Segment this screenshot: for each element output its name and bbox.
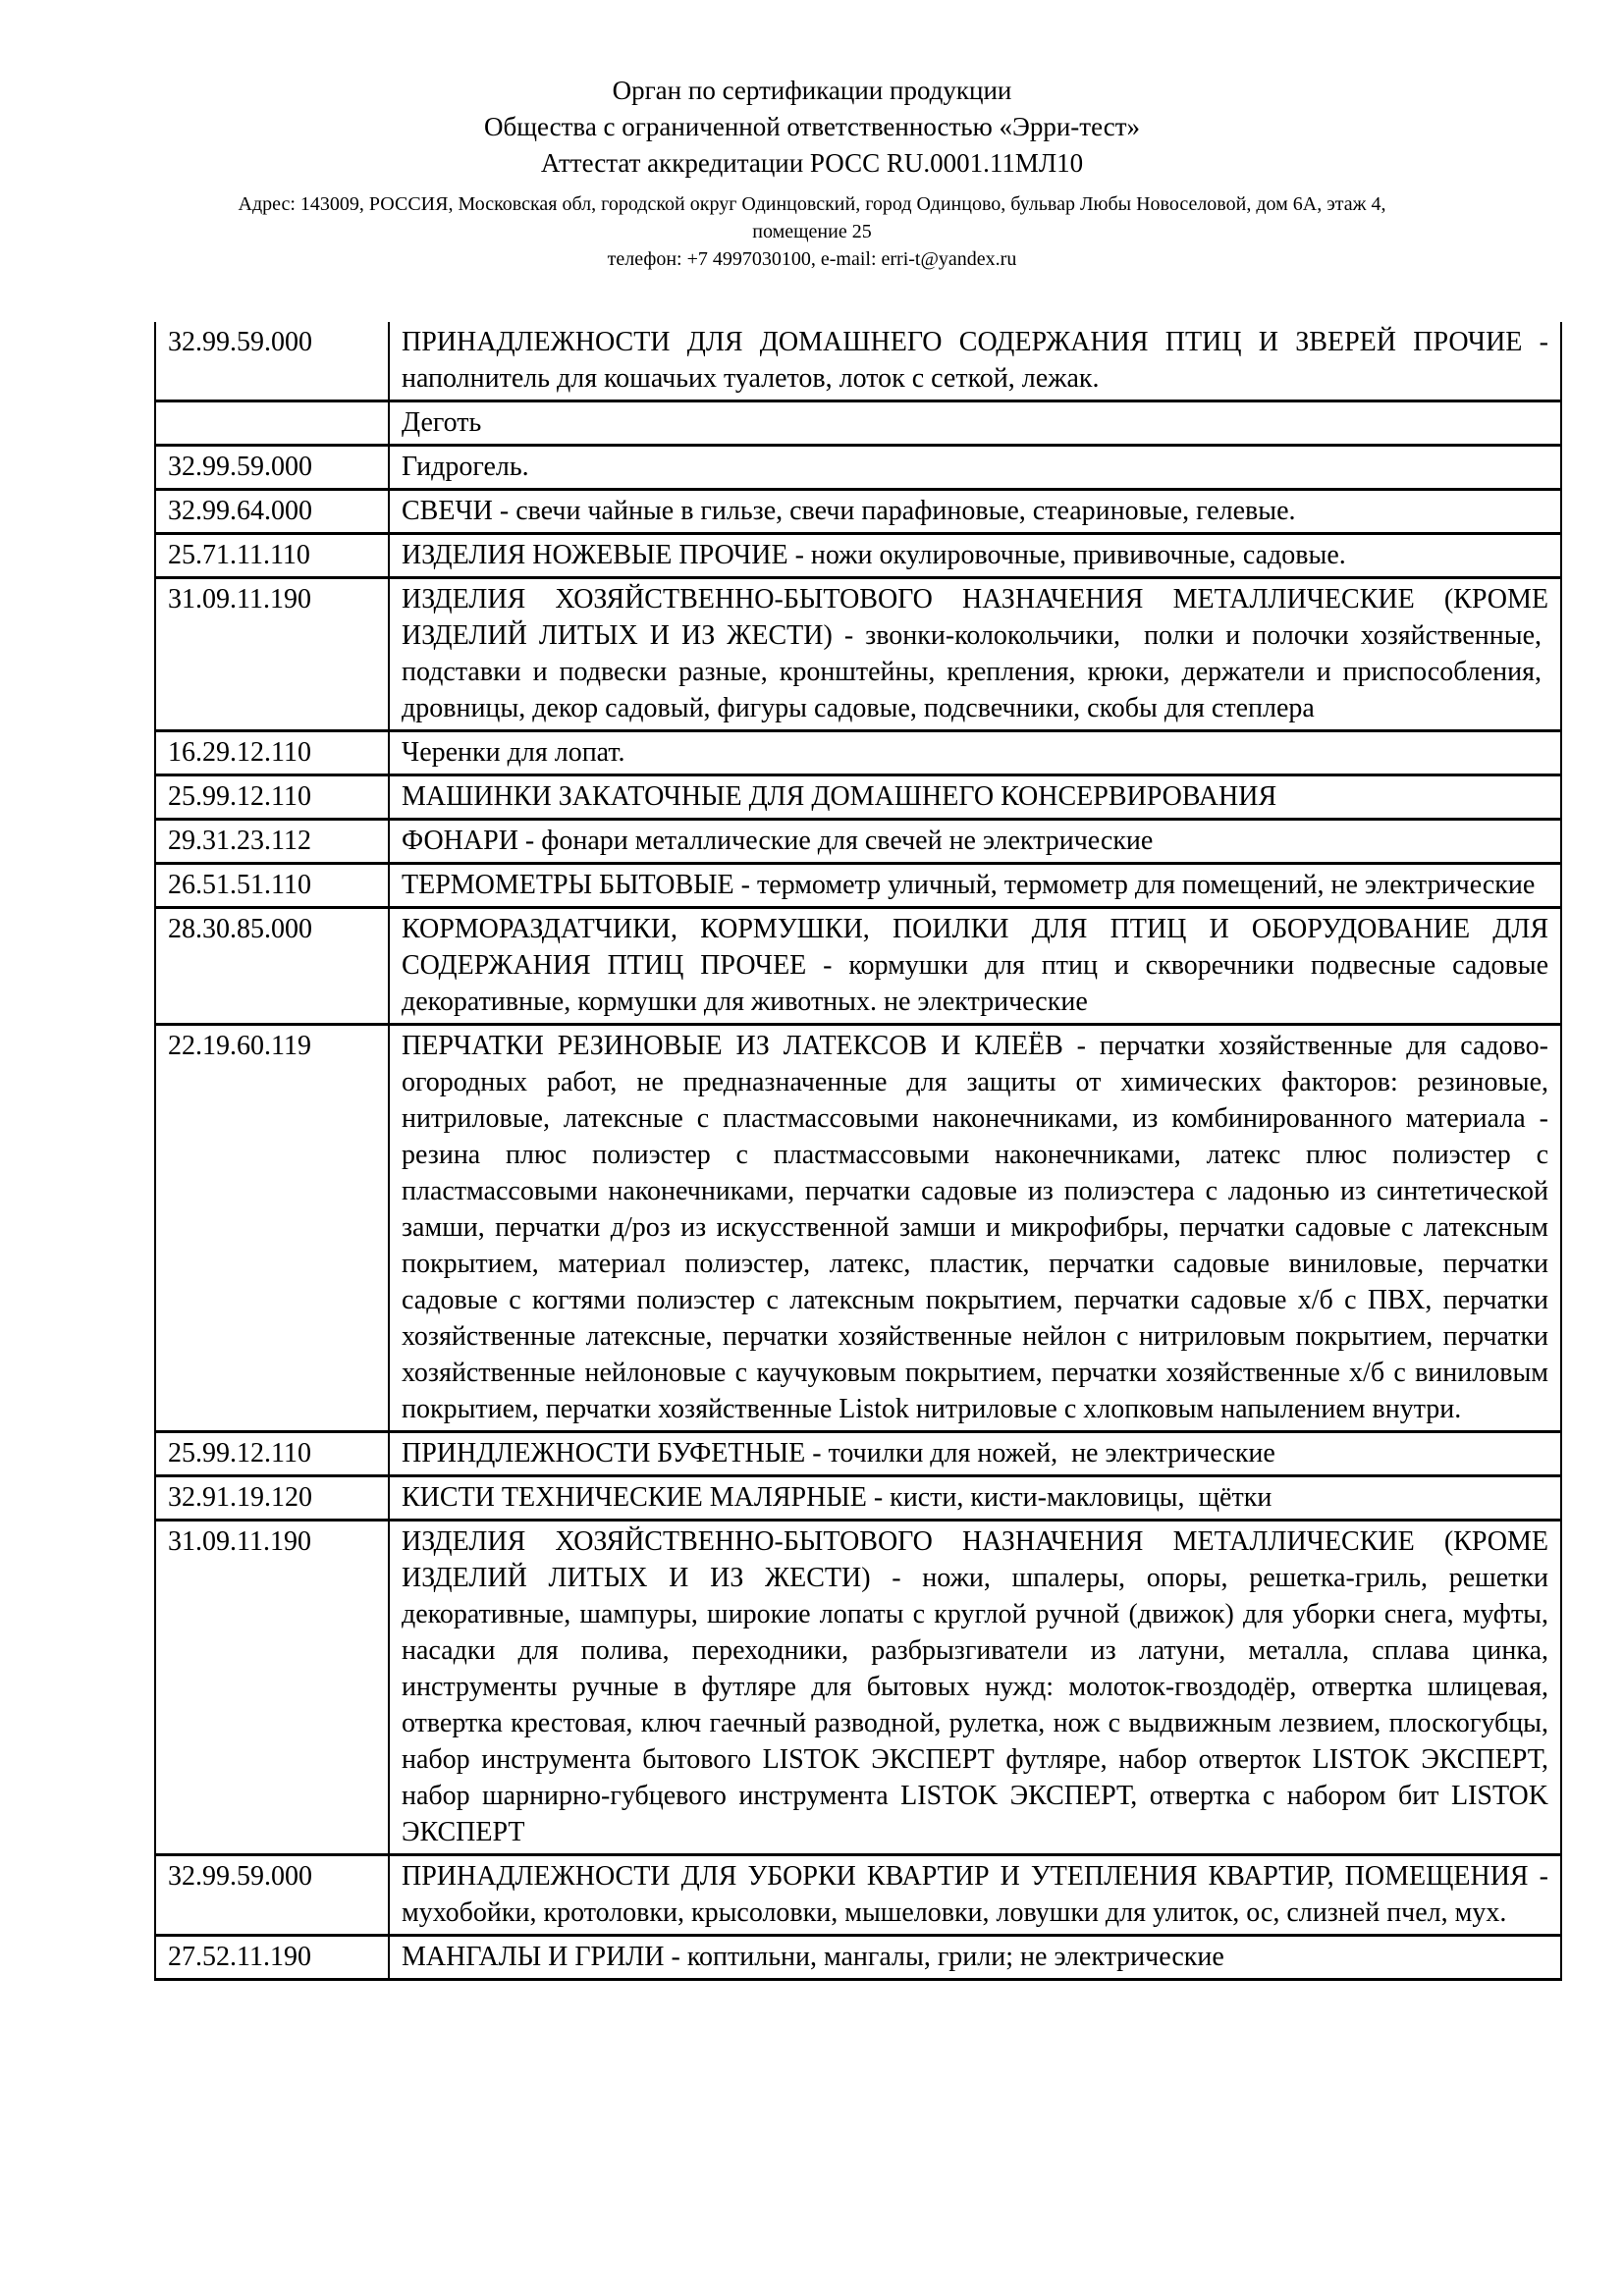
- address-line-1: Адрес: 143009, РОССИЯ, Московская обл, городской округ Одинцовский, город Одинцово, бульвар Любы Новоселовой, дом 6А, этаж 4,: [238, 193, 1386, 215]
- product-code-cell: 32.99.64.000: [155, 490, 389, 534]
- product-code-cell: 22.19.60.119: [155, 1025, 389, 1432]
- table-row: [155, 908, 1561, 1025]
- product-description-cell: ФОНАРИ - фонари металлические для свечей не электрические: [389, 820, 1561, 864]
- product-code-cell: 16.29.12.110: [155, 731, 389, 775]
- accreditation-line: Аттестат аккредитации РОСС RU.0001.11МЛ10: [540, 148, 1084, 178]
- product-description-cell: КОРМОРАЗДАТЧИКИ, КОРМУШКИ, ПОИЛКИ ДЛЯ ПТИЦ И ОБОРУДОВАНИЕ ДЛЯ СОДЕРЖАНИЯ ПТИЦ ПРОЧЕЕ - кормушки для птиц и скворечники подвесные садовые декоративные, кормушки для животных. не электрические: [389, 908, 1561, 1025]
- product-description-cell: ИЗДЕЛИЯ НОЖЕВЫЕ ПРОЧИЕ - ножи окулировочные, прививочные, садовые.: [389, 534, 1561, 578]
- product-code-cell: 31.09.11.190: [155, 578, 389, 731]
- product-code-cell: 26.51.51.110: [155, 864, 389, 908]
- table-row: [155, 446, 1561, 490]
- table-row: [155, 820, 1561, 864]
- table-row: [155, 1855, 1561, 1936]
- address-line-2: помещение 25: [752, 221, 872, 242]
- product-description-cell: Деготь: [389, 401, 1561, 446]
- product-code-cell: 28.30.85.000: [155, 908, 389, 1025]
- document-header: [0, 0, 1624, 273]
- table-row: [155, 1521, 1561, 1855]
- product-code-cell: 27.52.11.190: [155, 1936, 389, 1980]
- table-row: [155, 322, 1561, 401]
- product-description-cell: ПРИНАДЛЕЖНОСТИ ДЛЯ ДОМАШНЕГО СОДЕРЖАНИЯ ПТИЦ И ЗВЕРЕЙ ПРОЧИЕ - наполнитель для кошачьих туалетов, лоток с сеткой, лежак.: [389, 322, 1561, 401]
- product-description-cell: ИЗДЕЛИЯ ХОЗЯЙСТВЕННО-БЫТОВОГО НАЗНАЧЕНИЯ МЕТАЛЛИЧЕСКИЕ (КРОМЕ ИЗДЕЛИЙ ЛИТЫХ И ИЗ ЖЕСТИ) - ножи, шпалеры, опоры, решетка-гриль, решетки декоративные, шампуры, широкие лопаты с круглой ручной (движок) для уборки снега, муфты, насадки для полива, переходники, разбрызгиватели из латуни, металла, сплава цинка, инструменты ручные в футляре для бытовых нужд: молоток-гвоздодёр, отвертка шлицевая, отвертка крестовая, ключ гаечный разводной, рулетка, нож с выдвижным лезвием, плоскогубцы, набор инструмента бытового LISTOK ЭКСПЕРТ футляре, набор отверток LISTOK ЭКСПЕРТ, набор шарнирно-губцевого инструмента LISTOK ЭКСПЕРТ, отвертка с набором бит LISTOK ЭКСПЕРТ: [389, 1521, 1561, 1855]
- product-classification-table: [154, 322, 1562, 1981]
- org-title-line-1: Орган по сертификации продукции: [612, 76, 1012, 105]
- product-code-cell: 32.99.59.000: [155, 1855, 389, 1936]
- product-description-cell: Гидрогель.: [389, 446, 1561, 490]
- table-row: [155, 1936, 1561, 1980]
- product-description-cell: ПЕРЧАТКИ РЕЗИНОВЫЕ ИЗ ЛАТЕКСОВ И КЛЕЁВ - перчатки хозяйственные для садово-огородных работ, не предназначенные для защиты от химических факторов: резиновые, нитриловые, латексные с пластмассовыми наконечниками, из комбинированного материала - резина плюс полиэстер с пластмассовыми наконечниками, латекс плюс полиэстер с пластмассовыми наконечниками, перчатки садовые из полиэстера с ладонью из синтетической замши, перчатки д/роз из искусственной замши и микрофибры, перчатки садовые с латексным покрытием, материал полиэстер, латекс, пластик, перчатки садовые виниловые, перчатки садовые с когтями полиэстер с латексным покрытием, перчатки садовые х/б с ПВХ, перчатки хозяйственные латексные, перчатки хозяйственные нейлон с нитриловым покрытием, перчатки хозяйственные нейлоновые с каучуковым покрытием, перчатки хозяйственные х/б с виниловым покрытием, перчатки хозяйственные Listok нитриловые с хлопковым напылением внутри.: [389, 1025, 1561, 1432]
- product-code-cell: 32.99.59.000: [155, 446, 389, 490]
- product-code-cell: 31.09.11.190: [155, 1521, 389, 1855]
- table-row: [155, 534, 1561, 578]
- product-description-cell: ТЕРМОМЕТРЫ БЫТОВЫЕ - термометр уличный, термометр для помещений, не электрические: [389, 864, 1561, 908]
- product-code-cell: 25.71.11.110: [155, 534, 389, 578]
- table-row: [155, 731, 1561, 775]
- table-row: [155, 864, 1561, 908]
- product-code-cell: [155, 401, 389, 446]
- product-description-cell: КИСТИ ТЕХНИЧЕСКИЕ МАЛЯРНЫЕ - кисти, кисти-макловицы, щётки: [389, 1476, 1561, 1521]
- product-description-cell: ПРИНАДЛЕЖНОСТИ ДЛЯ УБОРКИ КВАРТИР И УТЕПЛЕНИЯ КВАРТИР, ПОМЕЩЕНИЯ - мухобойки, кротоловки, крысоловки, мышеловки, ловушки для улиток, ос, слизней пчел, мух.: [389, 1855, 1561, 1936]
- product-description-cell: Черенки для лопат.: [389, 731, 1561, 775]
- product-description-cell: МАНГАЛЫ И ГРИЛИ - коптильни, мангалы, грили; не электрические: [389, 1936, 1561, 1980]
- product-table-body: [155, 322, 1561, 1980]
- product-code-cell: 32.99.59.000: [155, 322, 389, 401]
- address-block: [0, 190, 1624, 245]
- table-row: [155, 1432, 1561, 1476]
- table-row: [155, 401, 1561, 446]
- contact-line: телефон: +7 4997030100, e-mail: erri-t@yandex.ru: [607, 248, 1017, 270]
- product-code-cell: 32.91.19.120: [155, 1476, 389, 1521]
- table-row: [155, 578, 1561, 731]
- product-description-cell: МАШИНКИ ЗАКАТОЧНЫЕ ДЛЯ ДОМАШНЕГО КОНСЕРВИРОВАНИЯ: [389, 775, 1561, 820]
- table-row: [155, 1476, 1561, 1521]
- product-code-cell: 25.99.12.110: [155, 1432, 389, 1476]
- table-row: [155, 1025, 1561, 1432]
- product-code-cell: 29.31.23.112: [155, 820, 389, 864]
- product-code-cell: 25.99.12.110: [155, 775, 389, 820]
- table-row: [155, 490, 1561, 534]
- table-row: [155, 775, 1561, 820]
- product-description-cell: СВЕЧИ - свечи чайные в гильзе, свечи парафиновые, стеариновые, гелевые.: [389, 490, 1561, 534]
- product-description-cell: ИЗДЕЛИЯ ХОЗЯЙСТВЕННО-БЫТОВОГО НАЗНАЧЕНИЯ МЕТАЛЛИЧЕСКИЕ (КРОМЕ ИЗДЕЛИЙ ЛИТЫХ И ИЗ ЖЕСТИ) - звонки-колокольчики, полки и полочки хозяйственные, подставки и подвески разные, кронштейны, крепления, крюки, держатели и приспособления, дровницы, декор садовый, фигуры садовые, подсвечники, скобы для степлера: [389, 578, 1561, 731]
- product-description-cell: ПРИНДЛЕЖНОСТИ БУФЕТНЫЕ - точилки для ножей, не электрические: [389, 1432, 1561, 1476]
- org-title-line-2: Общества с ограниченной ответственностью «Эрри-тест»: [483, 112, 1141, 141]
